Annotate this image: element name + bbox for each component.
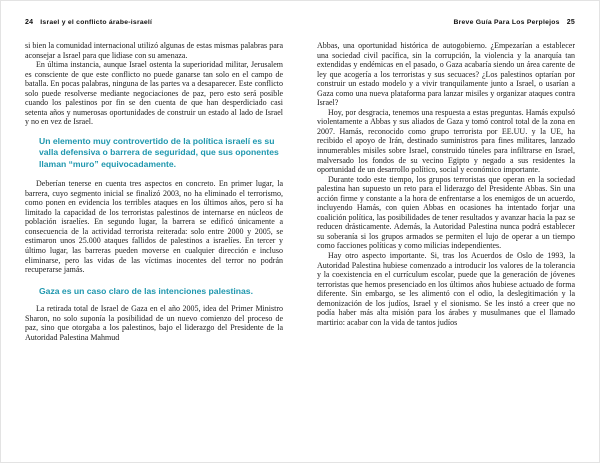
section-heading-gaza: Gaza es un caso claro de las intenciones palestinas.	[39, 285, 253, 296]
pullquote-security-barrier: Un elemento muy controvertido de la política israelí es su valla defensiva o barrera de seguridad, que sus oponentes llaman “muro” equivocadamente.	[39, 135, 279, 169]
right-page-number: 25	[566, 19, 575, 26]
left-page-number: 24	[25, 19, 34, 26]
right-page	[317, 19, 575, 448]
left-page	[25, 19, 283, 448]
body-paragraph: Abbas, una oportunidad histórica de autogobierno. ¿Empezarían a establecer una sociedad civil pacífica, sin la corrupción, la violencia y la anarquía tan extendidas y endémicas en el pasado, o Gaza acabaría siendo un área carente de ley que acogería a los terroristas y sus secuaces? ¿Los palestinos optarían por construir un estado modelo y a vivir tranquilamente junto a Israel, o usarían a Gaza como una nueva plataforma para lanzar misiles y organizar ataques contra Israel?	[317, 41, 575, 108]
body-paragraph: Deberían tenerse en cuenta tres aspectos en concreto. En primer lugar, la barrera, cuyo segmento inicial se finalizó 2003, no ha eliminado el terrorismo, como ponen en evidencia los terribles ataques en los últimos años, pero sí ha limitado la capacidad de los terroristas palestinos de internarse en núcleos de población israelíes. En segundo lugar, la barrera se edificó únicamente a consecuencia de la actividad terrorista reiterada: solo entre 2000 y 2005, se estimaron unos 25.000 ataques fallidos de palestinos a israelíes. En tercer y último lugar, las barreras pueden moverse en cualquier dirección e incluso eliminarse, pero las vidas de las víctimas inocentes del terror no podrán recuperarse jamás.	[25, 179, 283, 275]
body-paragraph: Hay otro aspecto importante. Si, tras los Acuerdos de Oslo de 1993, la Autoridad Palestina hubiese comenzado a introducir los valores de la tolerancia y la coexistencia en el currículum escolar, puede que la generación de jóvenes terroristas que hemos presenciado en los últimos años hubiese actuado de forma diferente. Sin embargo, se les alimentó con el odio, la deslegitimación y la demonización de los judíos, Israel y el sionismo. Se les instó a creer que no podía haber más alta misión para los árabes y musulmanes que el llamado martirio: acabar con la vida de tantos judíos	[317, 251, 575, 327]
right-running-title: Breve Guía Para Los Perplejos	[453, 19, 560, 26]
body-paragraph: Durante todo este tiempo, los grupos terroristas que operan en la sociedad palestina han supuesto un reto para el liderazgo del Presidente Abbas. Sin una acción firme y constante a la hora de enfrentarse a los enemigos de un acuerdo, incluyendo Hamás, con quien Abbas en ocasiones ha intentado forjar una coalición política, las posibilidades de tener resultados y avanzar hacia la paz se reducen drásticamente. Además, la Autoridad Palestina nunca podrá establecer su soberanía si los grupos armados se permiten el lujo de operar a un tiempo como facciones políticas y como milicias independientes.	[317, 174, 575, 251]
right-running-header	[317, 19, 575, 26]
left-running-title: Israel y el conflicto árabe-israelí	[40, 19, 153, 26]
left-running-header	[25, 19, 283, 26]
body-paragraph: La retirada total de Israel de Gaza en el año 2005, idea del Primer Ministro Sharon, no solo suponía la posibilidad de un nuevo comienzo del proceso de paz, sino que otorgaba a los palestinos, bajo el liderazgo del Presidente de la Autoridad Palestina Mahmud	[25, 304, 283, 342]
body-paragraph: si bien la comunidad internacional utilizó algunas de estas mismas palabras para aconsejar a Israel para que lidiase con su amenaza.	[25, 41, 283, 60]
body-paragraph: Hoy, por desgracia, tenemos una respuesta a estas preguntas. Hamás expulsó violentamente a Abbas y sus aliados de Gaza y tomó control total de la zona en 2007. Hamás, reconocido como grupo terrorista por EE.UU. y la UE, ha recibido el apoyo de Irán, destinado suministros para fines militares, lanzado innumerables misiles sobre Israel, construido túneles para infiltrarse en Israel, malversado los fondos de su vecino Egipto y negado a sus residentes la oportunidad de un desarrollo político, social y económico importante.	[317, 107, 575, 175]
body-paragraph: En última instancia, aunque Israel ostenta la superioridad militar, Jerusalem es consciente de que este conflicto no puede ganarse tan solo en el campo de batalla. En pocas palabras, ninguna de las partes va a desaparecer. Este conflicto solo puede resolverse mediante negociaciones de paz, pero esto será posible cuando los palestinos por fin se den cuenta de que han desperdiciado casi setenta años y numerosas oportunidades de construir un estado al lado de Israel y no en vez de Israel.	[25, 60, 283, 127]
